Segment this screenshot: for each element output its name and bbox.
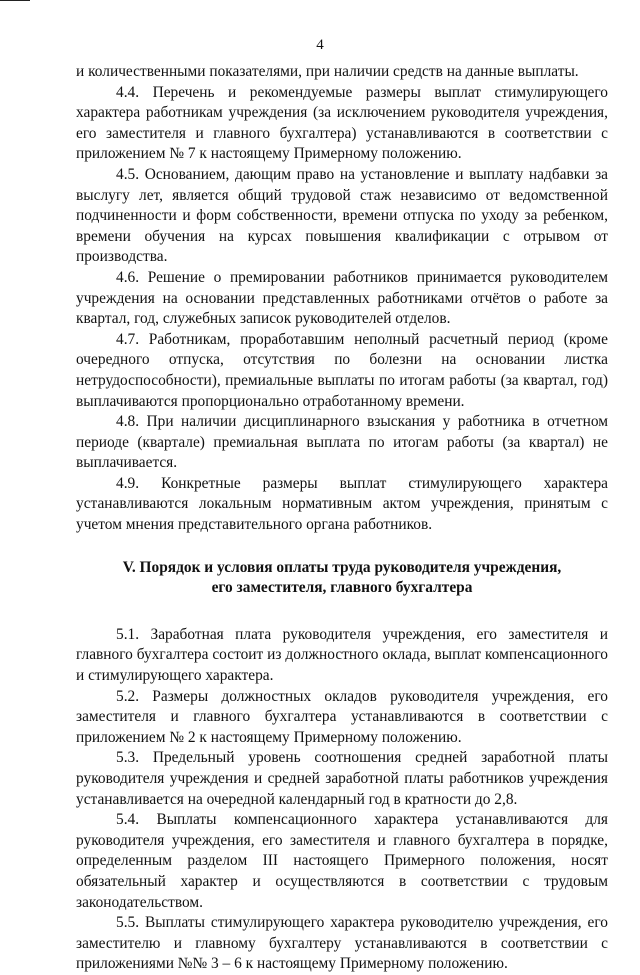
paragraph-5-4: 5.4. Выплаты компенсационного характера устанавливаются для руководителя учреждения, его заместителя и главного бухгалтера в порядке, определенным разделом III настоящего Примерного положения, носят обязательный характер и осуществляются в соответствии с трудовым законодательством. bbox=[76, 811, 608, 911]
document-body bbox=[76, 62, 608, 975]
section-v-title bbox=[76, 558, 608, 599]
paragraph-4-4: 4.4. Перечень и рекомендуемые размеры выплат стимулирующего характера работникам учреждения (за исключением руководителя учреждения, его заместителя и главного бухгалтера) устанавливаются в соответствии с приложением № 7 к настоящему Примерному положению. bbox=[76, 83, 608, 163]
scan-corner-mark bbox=[0, 0, 30, 1]
paragraph-5-5: 5.5. Выплаты стимулирующего характера руководителю учреждения, его заместителю и главному бухгалтеру устанавливаются в соответствии с приложениями №№ 3 – 6 к настоящему Примерному положению. bbox=[76, 914, 608, 973]
paragraph-4-7: 4.7. Работникам, проработавшим неполный расчетный период (кроме очередного отпуска, отсутствия по болезни на основании листка нетрудоспособности), премиальные выплаты по итогам работы (за квартал, год) выплачиваются пропорционально отработанному времени. bbox=[76, 330, 608, 410]
paragraph-5-3: 5.3. Предельный уровень соотношения средней заработной платы руководителя учреждения и средней заработной платы работников учреждения устанавливается на очередной календарный год в кратности до 2,8. bbox=[76, 749, 608, 808]
paragraph-4-5: 4.5. Основанием, дающим право на установление и выплату надбавки за выслугу лет, является общий трудовой стаж независимо от ведомственной подчиненности и форм собственности, времени отпуска по уходу за ребенком, времени обучения на курсах повышения квалификации с отрывом от производства. bbox=[76, 165, 608, 266]
section-title-line-1: V. Порядок и условия оплаты труда руководителя учреждения, bbox=[122, 558, 562, 576]
paragraph-4-6: 4.6. Решение о премировании работников принимается руководителем учреждения на основании представленных работниками отчётов о работе за квартал, год, служебных записок руководителей отделов. bbox=[76, 268, 608, 328]
paragraph-4-9: 4.9. Конкретные размеры выплат стимулирующего характера устанавливаются локальным нормативным актом учреждения, принятым с учетом мнения представительного органа работников. bbox=[76, 474, 608, 534]
page-number: 4 bbox=[316, 37, 324, 53]
paragraph-continuation: и количественными показателями, при наличии средств на данные выплаты. bbox=[76, 63, 579, 80]
paragraph-5-2: 5.2. Размеры должностных окладов руководителя учреждения, его заместителя и главного бухгалтера устанавливаются в соответствии с приложением № 2 к настоящему Примерному положению. bbox=[76, 687, 608, 746]
section-title-line-2: его заместителя, главного бухгалтера bbox=[211, 579, 473, 597]
paragraph-5-1: 5.1. Заработная плата руководителя учреждения, его заместителя и главного бухгалтера состоит из должностного оклада, выплат компенсационного и стимулирующего характера. bbox=[76, 625, 608, 685]
paragraph-4-8: 4.8. При наличии дисциплинарного взыскания у работника в отчетном периоде (квартале) премиальная выплата по итогам работы (за квартал) не выплачивается. bbox=[76, 413, 608, 472]
